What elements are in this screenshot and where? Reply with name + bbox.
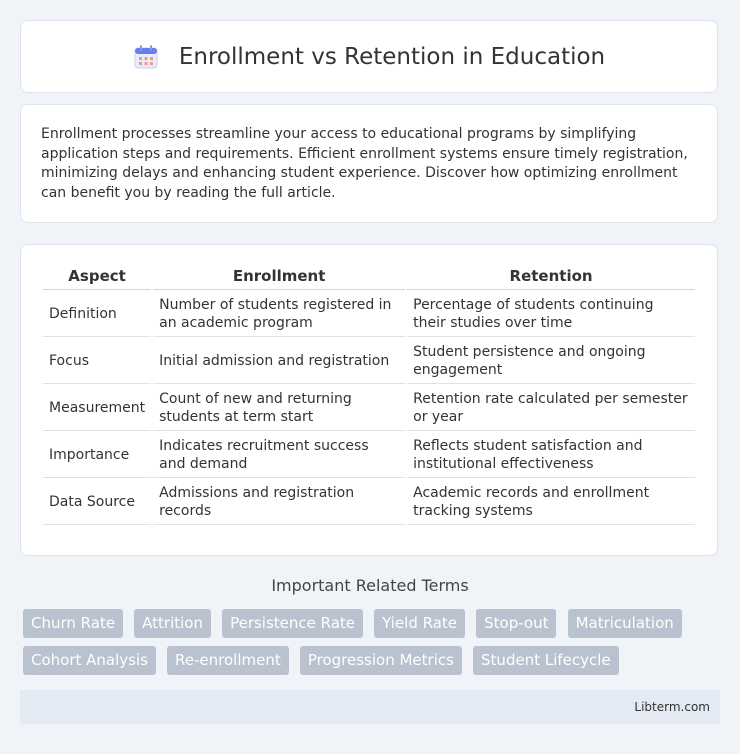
intro-card (20, 104, 718, 223)
cell-aspect: Focus (43, 337, 151, 384)
tag-attrition[interactable]: Attrition (134, 609, 211, 638)
tag-yield-rate[interactable]: Yield Rate (374, 609, 465, 638)
cell-aspect: Importance (43, 431, 151, 478)
tag-progression-metrics[interactable]: Progression Metrics (300, 646, 462, 675)
tag-churn-rate[interactable]: Churn Rate (23, 609, 123, 638)
cell-enrollment: Initial admission and registration (153, 337, 405, 384)
related-terms-list (23, 609, 723, 683)
cell-enrollment: Number of students registered in an academic program (153, 290, 405, 337)
table-row (43, 431, 695, 478)
tag-cohort-analysis[interactable]: Cohort Analysis (23, 646, 156, 675)
cell-retention: Student persistence and ongoing engagement (407, 337, 695, 384)
cell-retention: Retention rate calculated per semester or year (407, 384, 695, 431)
table-row (43, 290, 695, 337)
column-header-aspect: Aspect (43, 265, 151, 290)
tag-student-lifecycle[interactable]: Student Lifecycle (473, 646, 619, 675)
tag-stop-out[interactable]: Stop-out (476, 609, 556, 638)
title-card (20, 20, 718, 93)
cell-retention: Percentage of students continuing their studies over time (407, 290, 695, 337)
cell-aspect: Definition (43, 290, 151, 337)
footer-link[interactable]: Libterm.com (634, 700, 710, 714)
column-header-retention: Retention (407, 265, 695, 290)
comparison-table (41, 265, 697, 525)
comparison-card (20, 244, 718, 556)
cell-retention: Reflects student satisfaction and institutional effectiveness (407, 431, 695, 478)
intro-text: Enrollment processes streamline your access to educational programs by simplifying application steps and requirements. Efficient enrollment systems ensure timely registration, minimizing delays and enhancing student experience. Discover how optimizing enrollment can benefit you by reading the full article. (41, 126, 688, 201)
tag-persistence-rate[interactable]: Persistence Rate (222, 609, 363, 638)
related-terms-title: Important Related Terms (271, 576, 469, 595)
column-header-enrollment: Enrollment (153, 265, 405, 290)
table-row (43, 337, 695, 384)
calendar-icon (133, 44, 159, 70)
page-title: Enrollment vs Retention in Education (178, 43, 606, 70)
cell-enrollment: Indicates recruitment success and demand (153, 431, 405, 478)
cell-enrollment: Count of new and returning students at term start (153, 384, 405, 431)
footer (20, 690, 720, 724)
cell-aspect: Data Source (43, 478, 151, 525)
table-row (43, 478, 695, 525)
cell-enrollment: Admissions and registration records (153, 478, 405, 525)
tag-matriculation[interactable]: Matriculation (568, 609, 682, 638)
tag-re-enrollment[interactable]: Re-enrollment (167, 646, 289, 675)
cell-aspect: Measurement (43, 384, 151, 431)
table-header-row (43, 265, 695, 290)
table-row (43, 384, 695, 431)
cell-retention: Academic records and enrollment tracking systems (407, 478, 695, 525)
